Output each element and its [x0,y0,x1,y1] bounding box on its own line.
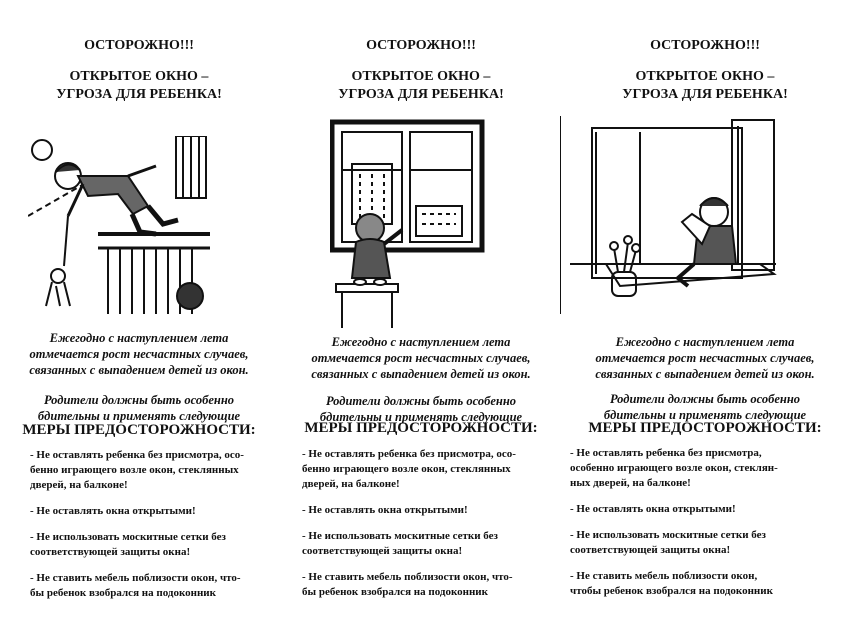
rule-line: ных дверей, на балконе! [570,477,691,489]
rule-item [570,502,810,517]
rule-line: - Не оставлять окна открытыми! [302,504,468,516]
rule-item [570,446,810,491]
intro-line-1: Ежегодно с наступлением лета [49,331,229,345]
rule-item [570,569,810,599]
parents-line-2: бдительны и применять следующие [603,408,807,422]
rule-line: - Не оставлять окна открытыми! [570,503,736,515]
rule-line: - Не использовать москитные сетки без [570,529,766,541]
rule-line: - Не ставить мебель поблизости окон, [570,570,758,582]
title-line-1: ОТКРЫТОЕ ОКНО – [635,69,775,84]
rule-line: соответствующей защиты окна! [570,544,731,556]
rule-line: - Не использовать москитные сетки без [30,531,226,543]
rule-line: - Не оставлять ребенка без присмотра, осо- [302,448,516,460]
title-line-2: УГРОЗА ДЛЯ РЕБЕНКА! [56,87,222,102]
warning-heading: ОСТОРОЖНО!!! [84,38,194,53]
title-line-1: ОТКРЫТОЕ ОКНО – [69,69,209,84]
rule-line: бы ребенок взобрался на подоконник [302,586,488,598]
child-reading-on-windowsill-illustration [560,114,780,314]
title-line-1: ОТКРЫТОЕ ОКНО – [351,69,491,84]
parents-line-2: бдительны и применять следующие [319,410,523,424]
rule-line: чтобы ребенок взобрался на подоконник [570,585,773,597]
parents-text [0,392,278,424]
rule-line: бенно играющего возле окон, стеклянных [302,463,511,475]
rule-line: бы ребенок взобрался на подоконник [30,587,216,599]
warning-heading: ОСТОРОЖНО!!! [366,38,476,53]
rule-line: особенно играющего возле окон, стеклян- [570,462,778,474]
intro-line-2: отмечается рост несчастных случаев, [595,351,815,365]
parents-line-1: Родители должны быть особенно [609,392,801,406]
warning-heading: ОСТОРОЖНО!!! [650,38,760,53]
leaflet-2 [280,0,562,618]
rule-line: - Не оставлять ребенка без присмотра, осо- [30,449,244,461]
child-at-window-illustration [330,118,485,330]
leaflet-title [280,68,562,104]
rules-list [302,447,540,611]
leaflet-title [0,68,278,104]
intro-line-3: связанных с выпадением детей из окон. [595,367,815,381]
intro-line-2: отмечается рост несчастных случаев, [29,347,249,361]
title-line-2: УГРОЗА ДЛЯ РЕБЕНКА! [622,87,788,102]
parents-line-2: бдительны и применять следующие [37,409,241,423]
measures-title: МЕРЫ ПРЕДОСТОРОЖНОСТИ: [304,420,538,436]
rule-item [302,529,540,559]
rule-line: соответствующей защиты окна! [30,546,191,558]
intro-text [560,334,850,382]
rule-item [30,571,260,601]
rule-line: - Не использовать москитные сетки без [302,530,498,542]
rule-line: - Не ставить мебель поблизости окон, что- [302,571,513,583]
intro-line-1: Ежегодно с наступлением лета [615,335,795,349]
intro-line-3: связанных с выпадением детей из окон. [311,367,531,381]
leaflet-title [560,68,850,104]
intro-line-2: отмечается рост несчастных случаев, [311,351,531,365]
rule-line: дверей, на балконе! [30,479,128,491]
child-falling-from-balcony-illustration [28,136,210,316]
rule-line: дверей, на балконе! [302,478,400,490]
leaflet-3 [560,0,850,618]
rule-line: - Не ставить мебель поблизости окон, что- [30,572,241,584]
intro-line-1: Ежегодно с наступлением лета [331,335,511,349]
rule-line: - Не оставлять окна открытыми! [30,505,196,517]
rule-line: - Не оставлять ребенка без присмотра, [570,447,762,459]
parents-text [560,391,850,423]
rules-list [570,446,810,610]
rule-item [30,530,260,560]
parents-line-1: Родители должны быть особенно [43,393,235,407]
leaflet-1 [0,0,278,618]
rule-line: соответствующей защиты окна! [302,545,463,557]
rule-item [302,447,540,492]
rule-item [570,528,810,558]
title-line-2: УГРОЗА ДЛЯ РЕБЕНКА! [338,87,504,102]
measures-title: МЕРЫ ПРЕДОСТОРОЖНОСТИ: [588,420,822,436]
intro-text [280,334,562,382]
rule-item [302,570,540,600]
parents-line-1: Родители должны быть особенно [325,394,517,408]
rule-item [302,503,540,518]
rules-list [30,448,260,612]
measures-title: МЕРЫ ПРЕДОСТОРОЖНОСТИ: [22,422,256,438]
rule-item [30,504,260,519]
rule-line: бенно играющего возле окон, стеклянных [30,464,239,476]
intro-text [0,330,278,378]
intro-line-3: связанных с выпадением детей из окон. [29,363,249,377]
rule-item [30,448,260,493]
